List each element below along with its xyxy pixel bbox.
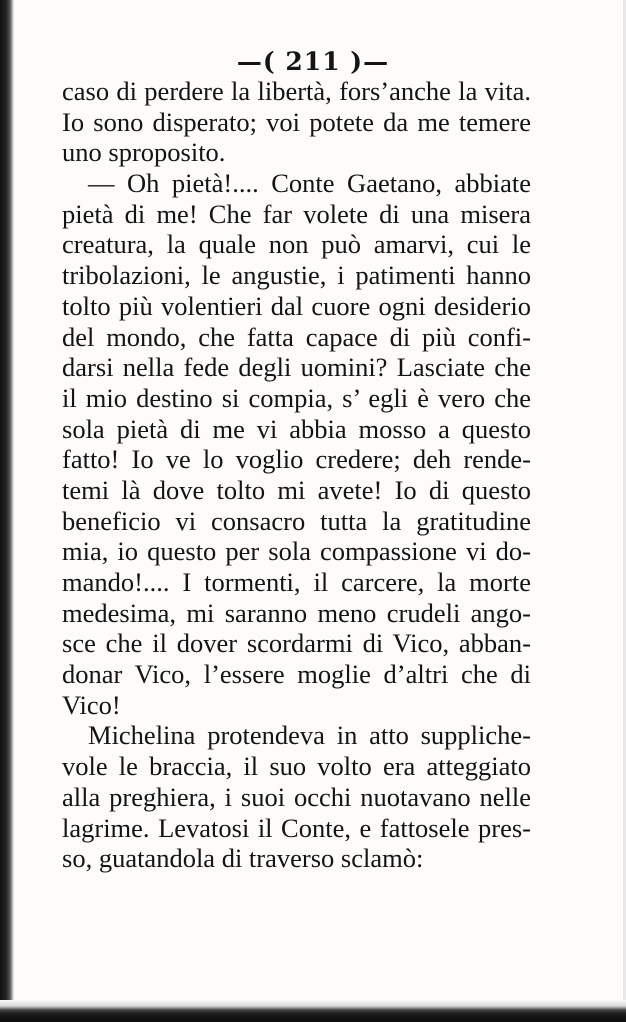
text-line: donar Vico, l’essere moglie d’altri che di xyxy=(62,659,531,690)
text-line: il mio destino si compia, s’ egli è vero che xyxy=(62,382,531,413)
page-number-header: —( 211 )— xyxy=(236,47,390,76)
text-line: fatto! Io ve lo voglio credere; deh rende- xyxy=(62,444,531,475)
text-line: Michelina protendeva in atto suppliche- xyxy=(88,720,531,751)
text-line: del mondo, che fatta capace di più confi- xyxy=(62,321,531,352)
text-line: sola pietà di me vi abbia mosso a questo xyxy=(62,413,531,444)
text-line: lagrime. Levatosi il Conte, e fattosele pres- xyxy=(62,812,531,843)
text-line: medesima, mi saranno meno crudeli ango- xyxy=(62,597,531,628)
text-line: uno sproposito. xyxy=(62,137,226,168)
text-line: pietà di me! Che far volete di una misera xyxy=(62,198,531,229)
text-line: beneficio vi consacro tutta la gratitudine xyxy=(62,505,531,536)
text-line: tribolazioni, le angustie, i patimenti hanno xyxy=(62,260,531,291)
page-bottom-edge xyxy=(0,1000,626,1022)
text-line: temi là dove tolto mi avete! Io di questo xyxy=(62,474,531,505)
text-line: — Oh pietà!.... Conte Gaetano, abbiate xyxy=(88,168,531,199)
text-line: Io sono disperato; voi potete da me temere xyxy=(62,106,531,137)
text-line: alla preghiera, i suoi occhi nuotavano nelle xyxy=(62,781,531,812)
text-line: darsi nella fede degli uomini? Lasciate che xyxy=(62,352,531,383)
text-line: Vico! xyxy=(62,689,121,720)
text-line: vole le braccia, il suo volto era atteggiato xyxy=(62,751,531,782)
text-line: caso di perdere la libertà, fors’anche la vita. xyxy=(62,76,531,106)
body-text xyxy=(62,76,531,874)
text-line: creatura, la quale non può amarvi, cui le xyxy=(62,229,531,260)
page-left-edge xyxy=(0,0,14,1022)
text-line: tolto più volentieri dal cuore ogni desiderio xyxy=(62,290,531,321)
text-line: sce che il dover scordarmi di Vico, abban- xyxy=(62,628,531,659)
text-line: mia, io questo per sola compassione vi do- xyxy=(62,536,531,567)
text-line: mando!.... I tormenti, il carcere, la morte xyxy=(62,567,531,597)
text-line: so, guatandola di traverso sclamò: xyxy=(62,843,424,874)
